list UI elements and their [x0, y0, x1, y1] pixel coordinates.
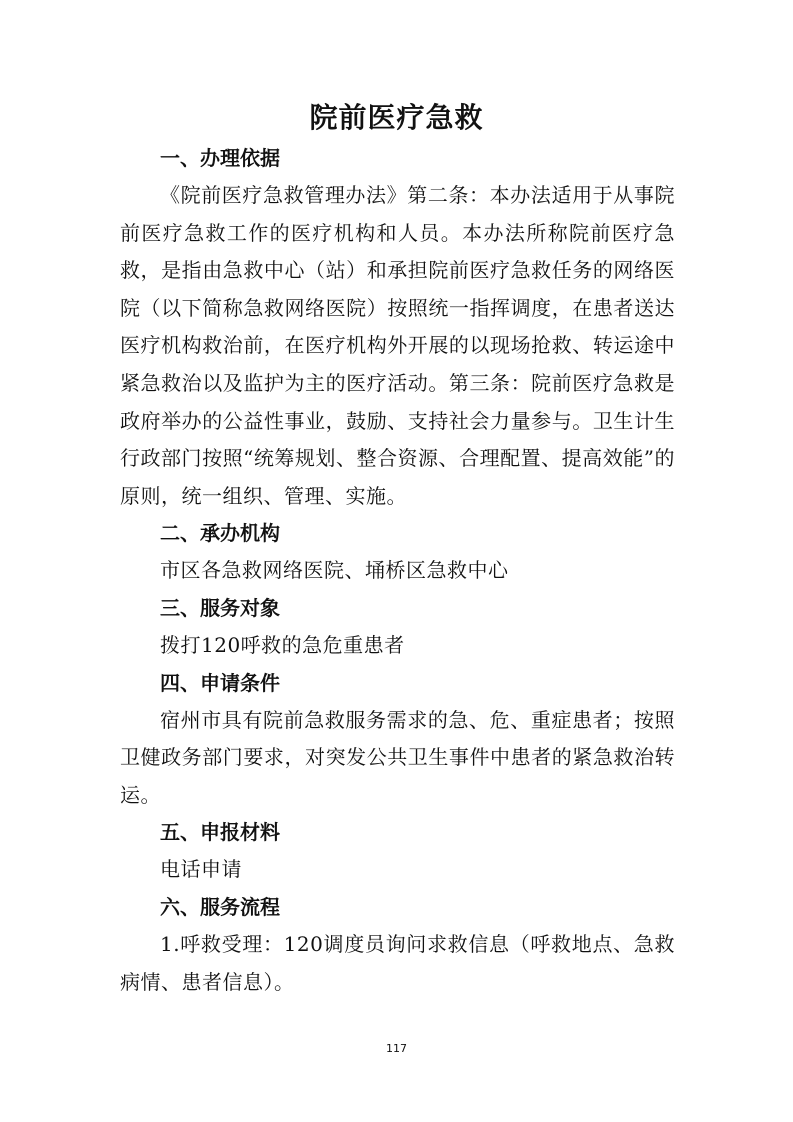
page-title: 院前医疗急救 — [309, 101, 484, 134]
document-body — [120, 140, 675, 1001]
section-heading: 四、申请条件 — [160, 670, 280, 695]
section-materials — [120, 814, 675, 889]
section-basis — [120, 140, 675, 515]
section-heading: 五、申报材料 — [160, 820, 280, 845]
section-process — [120, 889, 675, 1001]
section-paragraph: 市区各急救网络医院、埇桥区急救中心 — [160, 558, 509, 583]
section-service-target — [120, 590, 675, 665]
section-organizer — [120, 515, 675, 590]
section-paragraph: 拨打120呼救的急危重患者 — [160, 632, 405, 657]
section-paragraph: 《院前医疗急救管理办法》第二条：本办法适用于从事院前医疗急救工作的医疗机构和人员。本办法所称院前医疗急救，是指由急救中心（站）和承担院前医疗急救任务的网络医院（以下简称急救网络医院）按照统一指挥调度，在患者送达医疗机构救治前，在医疗机构外开展的以现场抢救、转运途中紧急救治以及监护为主的医疗活动。第三条：院前医疗急救是政府举办的公益性事业，鼓励、支持社会力量参与。卫生计生行政部门按照“统筹规划、整合资源、合理配置、提高效能”的原则，统一组织、管理、实施。 — [120, 183, 675, 508]
page-number: 117 — [386, 1042, 407, 1055]
section-paragraph: 1.呼救受理：120调度员询问求救信息（呼救地点、急救病情、患者信息）。 — [120, 931, 675, 994]
section-heading: 三、服务对象 — [160, 595, 280, 620]
section-heading: 二、承办机构 — [160, 521, 280, 546]
section-heading: 六、服务流程 — [160, 894, 280, 919]
section-paragraph: 电话申请 — [160, 857, 242, 882]
section-heading: 一、办理依据 — [160, 146, 280, 170]
section-conditions — [120, 665, 675, 815]
section-paragraph: 宿州市具有院前急救服务需求的急、危、重症患者；按照卫健政务部门要求，对突发公共卫生事件中患者的紧急救治转运。 — [120, 707, 675, 807]
